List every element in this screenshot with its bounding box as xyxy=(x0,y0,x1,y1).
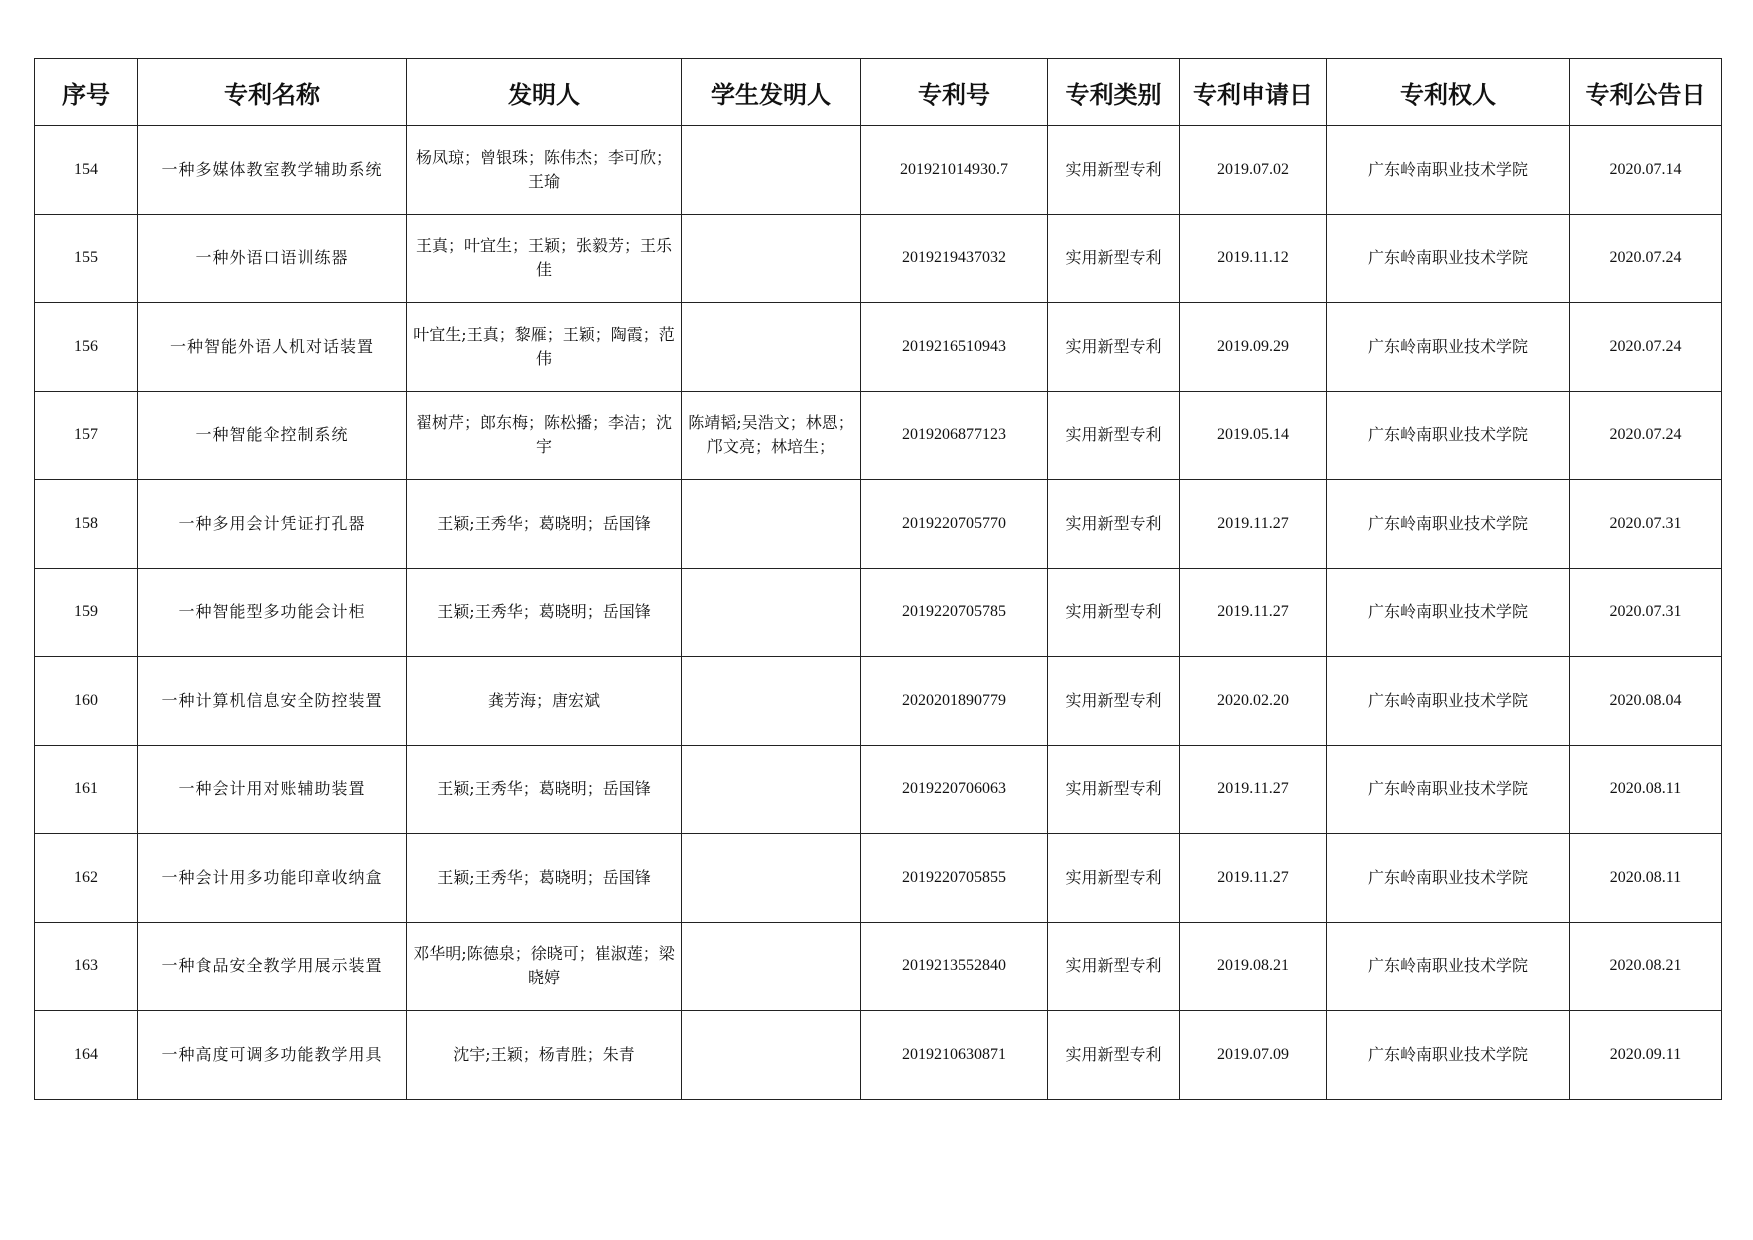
cell-category: 实用新型专利 xyxy=(1048,922,1180,1011)
cell-owner: 广东岭南职业技术学院 xyxy=(1327,214,1570,303)
cell-no: 156 xyxy=(35,303,138,392)
table-row xyxy=(35,303,1722,392)
cell-patent-no: 2019220705855 xyxy=(861,834,1048,923)
cell-apply-date: 2019.08.21 xyxy=(1180,922,1327,1011)
cell-apply-date: 2019.11.12 xyxy=(1180,214,1327,303)
cell-student-inventors xyxy=(682,126,861,215)
cell-name: 一种外语口语训练器 xyxy=(138,214,407,303)
cell-inventors: 龚芳海；唐宏斌 xyxy=(407,657,682,746)
cell-name: 一种计算机信息安全防控装置 xyxy=(138,657,407,746)
cell-category: 实用新型专利 xyxy=(1048,214,1180,303)
cell-inventors: 沈宇;王颖；杨青胜；朱青 xyxy=(407,1011,682,1100)
cell-owner: 广东岭南职业技术学院 xyxy=(1327,126,1570,215)
table-header xyxy=(35,59,1722,126)
header-owner: 专利权人 xyxy=(1327,59,1570,126)
cell-patent-no: 2019206877123 xyxy=(861,391,1048,480)
cell-no: 162 xyxy=(35,834,138,923)
table-body xyxy=(35,126,1722,1100)
cell-owner: 广东岭南职业技术学院 xyxy=(1327,1011,1570,1100)
cell-student-inventors: 陈靖韬;吴浩文；林恩；邝文亮；林培生； xyxy=(682,391,861,480)
table-row xyxy=(35,214,1722,303)
cell-name: 一种多用会计凭证打孔器 xyxy=(138,480,407,569)
cell-name: 一种高度可调多功能教学用具 xyxy=(138,1011,407,1100)
table-row xyxy=(35,834,1722,923)
cell-category: 实用新型专利 xyxy=(1048,303,1180,392)
header-inventors: 发明人 xyxy=(407,59,682,126)
header-publish-date: 专利公告日 xyxy=(1570,59,1722,126)
cell-owner: 广东岭南职业技术学院 xyxy=(1327,391,1570,480)
cell-no: 157 xyxy=(35,391,138,480)
cell-owner: 广东岭南职业技术学院 xyxy=(1327,568,1570,657)
cell-inventors: 王真；叶宜生；王颖；张毅芳；王乐佳 xyxy=(407,214,682,303)
cell-publish-date: 2020.07.14 xyxy=(1570,126,1722,215)
table-row xyxy=(35,745,1722,834)
header-patent-no: 专利号 xyxy=(861,59,1048,126)
cell-inventors: 王颖;王秀华；葛晓明；岳国锋 xyxy=(407,745,682,834)
cell-no: 163 xyxy=(35,922,138,1011)
cell-apply-date: 2019.11.27 xyxy=(1180,568,1327,657)
cell-student-inventors xyxy=(682,480,861,569)
cell-category: 实用新型专利 xyxy=(1048,126,1180,215)
header-name: 专利名称 xyxy=(138,59,407,126)
cell-name: 一种会计用对账辅助装置 xyxy=(138,745,407,834)
cell-patent-no: 2019216510943 xyxy=(861,303,1048,392)
cell-student-inventors xyxy=(682,745,861,834)
table-row xyxy=(35,480,1722,569)
cell-category: 实用新型专利 xyxy=(1048,568,1180,657)
cell-apply-date: 2019.11.27 xyxy=(1180,745,1327,834)
cell-patent-no: 2019213552840 xyxy=(861,922,1048,1011)
table-row xyxy=(35,657,1722,746)
cell-publish-date: 2020.07.31 xyxy=(1570,480,1722,569)
cell-inventors: 王颖;王秀华；葛晓明；岳国锋 xyxy=(407,568,682,657)
cell-student-inventors xyxy=(682,834,861,923)
table-row xyxy=(35,126,1722,215)
table-row xyxy=(35,1011,1722,1100)
cell-no: 160 xyxy=(35,657,138,746)
cell-name: 一种会计用多功能印章收纳盒 xyxy=(138,834,407,923)
cell-student-inventors xyxy=(682,303,861,392)
cell-apply-date: 2019.07.09 xyxy=(1180,1011,1327,1100)
cell-patent-no: 2020201890779 xyxy=(861,657,1048,746)
cell-apply-date: 2019.11.27 xyxy=(1180,834,1327,923)
cell-publish-date: 2020.08.21 xyxy=(1570,922,1722,1011)
cell-owner: 广东岭南职业技术学院 xyxy=(1327,657,1570,746)
cell-patent-no: 2019210630871 xyxy=(861,1011,1048,1100)
cell-patent-no: 2019220705785 xyxy=(861,568,1048,657)
table-row xyxy=(35,391,1722,480)
cell-category: 实用新型专利 xyxy=(1048,834,1180,923)
cell-patent-no: 2019220705770 xyxy=(861,480,1048,569)
header-apply-date: 专利申请日 xyxy=(1180,59,1327,126)
cell-publish-date: 2020.08.11 xyxy=(1570,834,1722,923)
cell-owner: 广东岭南职业技术学院 xyxy=(1327,480,1570,569)
cell-owner: 广东岭南职业技术学院 xyxy=(1327,834,1570,923)
header-no: 序号 xyxy=(35,59,138,126)
cell-inventors: 王颖;王秀华；葛晓明；岳国锋 xyxy=(407,834,682,923)
cell-name: 一种智能外语人机对话装置 xyxy=(138,303,407,392)
cell-student-inventors xyxy=(682,657,861,746)
cell-student-inventors xyxy=(682,214,861,303)
cell-student-inventors xyxy=(682,568,861,657)
cell-no: 164 xyxy=(35,1011,138,1100)
cell-apply-date: 2019.09.29 xyxy=(1180,303,1327,392)
patent-table xyxy=(34,58,1722,1100)
cell-inventors: 翟树芹；郎东梅；陈松播；李洁；沈宇 xyxy=(407,391,682,480)
cell-apply-date: 2020.02.20 xyxy=(1180,657,1327,746)
cell-no: 154 xyxy=(35,126,138,215)
cell-inventors: 邓华明;陈德泉；徐晓可；崔淑莲；梁晓婷 xyxy=(407,922,682,1011)
header-category: 专利类别 xyxy=(1048,59,1180,126)
cell-publish-date: 2020.08.04 xyxy=(1570,657,1722,746)
header-student-inventors: 学生发明人 xyxy=(682,59,861,126)
cell-name: 一种智能型多功能会计柜 xyxy=(138,568,407,657)
cell-no: 158 xyxy=(35,480,138,569)
cell-name: 一种智能伞控制系统 xyxy=(138,391,407,480)
cell-category: 实用新型专利 xyxy=(1048,745,1180,834)
cell-publish-date: 2020.07.31 xyxy=(1570,568,1722,657)
cell-patent-no: 201921014930.7 xyxy=(861,126,1048,215)
cell-inventors: 杨凤琼；曾银珠；陈伟杰；李可欣；王瑜 xyxy=(407,126,682,215)
cell-name: 一种食品安全教学用展示装置 xyxy=(138,922,407,1011)
cell-category: 实用新型专利 xyxy=(1048,1011,1180,1100)
header-row xyxy=(35,59,1722,126)
cell-publish-date: 2020.08.11 xyxy=(1570,745,1722,834)
cell-no: 155 xyxy=(35,214,138,303)
cell-patent-no: 2019220706063 xyxy=(861,745,1048,834)
cell-name: 一种多媒体教室教学辅助系统 xyxy=(138,126,407,215)
cell-no: 161 xyxy=(35,745,138,834)
cell-apply-date: 2019.11.27 xyxy=(1180,480,1327,569)
cell-publish-date: 2020.09.11 xyxy=(1570,1011,1722,1100)
cell-apply-date: 2019.05.14 xyxy=(1180,391,1327,480)
cell-inventors: 叶宜生;王真；黎雁；王颖；陶霞；范伟 xyxy=(407,303,682,392)
cell-owner: 广东岭南职业技术学院 xyxy=(1327,303,1570,392)
cell-publish-date: 2020.07.24 xyxy=(1570,303,1722,392)
cell-patent-no: 2019219437032 xyxy=(861,214,1048,303)
cell-category: 实用新型专利 xyxy=(1048,657,1180,746)
cell-no: 159 xyxy=(35,568,138,657)
cell-apply-date: 2019.07.02 xyxy=(1180,126,1327,215)
cell-owner: 广东岭南职业技术学院 xyxy=(1327,922,1570,1011)
cell-inventors: 王颖;王秀华；葛晓明；岳国锋 xyxy=(407,480,682,569)
cell-owner: 广东岭南职业技术学院 xyxy=(1327,745,1570,834)
cell-publish-date: 2020.07.24 xyxy=(1570,391,1722,480)
cell-category: 实用新型专利 xyxy=(1048,391,1180,480)
table-row xyxy=(35,568,1722,657)
cell-publish-date: 2020.07.24 xyxy=(1570,214,1722,303)
cell-category: 实用新型专利 xyxy=(1048,480,1180,569)
cell-student-inventors xyxy=(682,1011,861,1100)
cell-student-inventors xyxy=(682,922,861,1011)
table-row xyxy=(35,922,1722,1011)
